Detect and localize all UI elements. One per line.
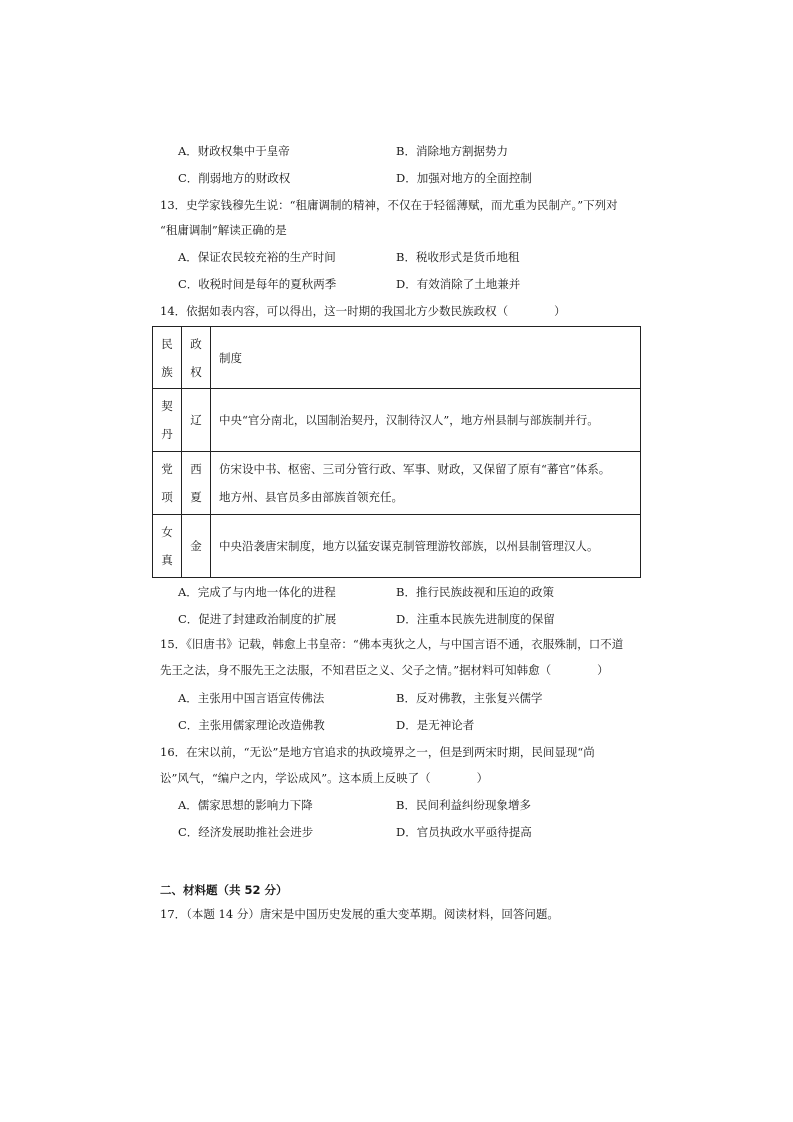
cell-regime: 西 夏 [182,452,211,515]
cell-system: 中央沿袭唐宋制度，地方以猛安谋克制管理游牧部族，以州县制管理汉人。 [211,515,641,578]
header-system: 制度 [211,327,641,389]
q16-stem-line2: 讼”风气，“编户之内，学讼成风”。这本质上反映了（ ） [160,771,489,785]
q17-stem: 17．（本题 14 分）唐宋是中国历史发展的重大变革期。阅读材料，回答问题。 [160,907,559,921]
header-ethnic-group: 民 族 [153,327,182,389]
cell-ethnic-group: 契 丹 [153,389,182,452]
q13-option-d: D．有效消除了土地兼并 [396,277,521,291]
q14-option-d: D．注重本民族先进制度的保留 [396,612,555,626]
q14-option-a: A．完成了与内地一体化的进程 [178,585,336,599]
q12-option-d: D．加强对地方的全面控制 [396,171,532,185]
q15-stem-line2: 先王之法，身不服先王之法服，不知君臣之义、父子之情。”据材料可知韩愈（ ） [160,663,609,677]
q15-option-b: B．反对佛教，主张复兴儒学 [396,691,543,705]
q12-option-b: B．消除地方割据势力 [396,144,508,158]
q16-option-c: C．经济发展助推社会进步 [178,825,314,839]
q15-option-c: C．主张用儒家理论改造佛教 [178,718,325,732]
cell-system: 中央“官分南北，以国制治契丹，汉制待汉人”，地方州县制与部族制并行。 [211,389,641,452]
q14-option-b: B．推行民族歧视和压迫的政策 [396,585,554,599]
table-row [153,389,641,452]
q14-stem: 14．依据如表内容，可以得出，这一时期的我国北方少数民族政权（ ） [160,304,566,318]
cell-ethnic-group: 党 项 [153,452,182,515]
q15-option-a: A．主张用中国言语宣传佛法 [178,691,325,705]
q15-option-d: D．是无神论者 [396,718,475,732]
cell-system: 仿宋设中书、枢密、三司分管行政、军事、财政，又保留了原有“蕃官”体系。 地方州、县官员多由部族首领充任。 [211,452,641,515]
q16-option-a: A．儒家思想的影响力下降 [178,798,313,812]
q15-stem-line1: 15．《旧唐书》记载，韩愈上书皇帝：“佛本夷狄之人，与中国言语不通，衣服殊制，口不道 [160,637,624,651]
regime-table [152,326,641,578]
table-row [153,452,641,515]
q16-option-b: B．民间利益纠纷现象增多 [396,798,531,812]
q12-option-a: A．财政权集中于皇帝 [178,144,290,158]
q13-option-b: B．税收形式是货币地租 [396,250,520,264]
q13-stem-line1: 13．史学家钱穆先生说：“租庸调制的精神，不仅在于轻徭薄赋，而尤重为民制产。”下列对 [160,198,618,212]
cell-ethnic-group: 女 真 [153,515,182,578]
header-regime: 政 权 [182,327,211,389]
cell-regime: 辽 [182,389,211,452]
table-row [153,515,641,578]
q14-option-c: C．促进了封建政治制度的扩展 [178,612,337,626]
cell-regime: 金 [182,515,211,578]
q16-stem-line1: 16．在宋以前，“无讼”是地方官追求的执政境界之一，但是到两宋时期，民间显现“尚 [160,745,595,759]
q13-option-c: C．收税时间是每年的夏秋两季 [178,277,337,291]
section-heading: 二、材料题（共 52 分） [160,883,288,897]
table-header-row [153,327,641,389]
q16-option-d: D．官员执政水平亟待提高 [396,825,532,839]
q13-option-a: A．保证农民较充裕的生产时间 [178,250,336,264]
q12-option-c: C．削弱地方的财政权 [178,171,291,185]
q13-stem-line2: “租庸调制”解读正确的是 [160,223,287,237]
